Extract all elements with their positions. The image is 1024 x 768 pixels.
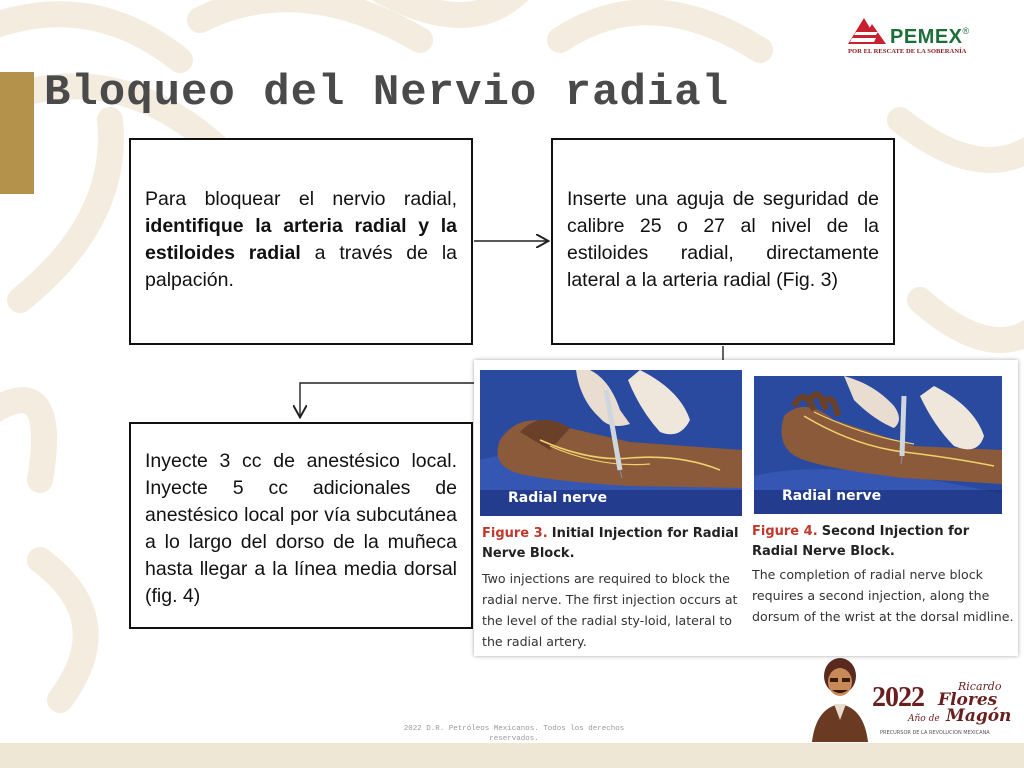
- step-box-identify: [129, 138, 473, 345]
- eagle-logo-icon: [846, 14, 888, 48]
- step1-text-after: a través de la palpación.: [145, 242, 457, 291]
- figure-3-photo-label: Radial nerve: [508, 490, 608, 506]
- step1-text-bold: identifique la arteria radial y la estiloides radial: [145, 215, 457, 264]
- step3-text: Inyecte 3 cc de anestésico local. Inyecte 5 cc adicionales de anestésico local por vía subcutánea a lo largo del dorso de la muñeca hasta llegar a la línea media dorsal (fig. 4): [145, 450, 457, 607]
- figure-3-photo: [480, 370, 742, 516]
- emblem-subtitle: PRECURSOR DE LA REVOLUCIÓN MEXICANA: [880, 730, 990, 736]
- figure-3-title: [482, 524, 744, 564]
- logo-registered-mark: ®: [962, 26, 970, 36]
- figure-4-photo-label: Radial nerve: [782, 488, 882, 504]
- copyright-line-1: 2022 D.R. Petróleos Mexicanos. Todos los derechos: [403, 725, 625, 733]
- copyright-footer: [396, 724, 632, 744]
- step-box-inject: [129, 422, 473, 629]
- figure-3-number: Figure 3.: [482, 526, 548, 541]
- figure-4-number: Figure 4.: [752, 524, 818, 539]
- figure-4-photo: [754, 376, 1002, 514]
- emblem-name-mid: Flores: [938, 690, 998, 710]
- figure-3: [478, 360, 746, 656]
- slide-title: Bloqueo del Nervio radial: [44, 68, 730, 118]
- emblem-name-first: Ricardo: [958, 680, 1002, 693]
- ricardo-flores-magon-emblem: [808, 654, 1012, 744]
- figure-4-heading: Second Injection for Radial Nerve Block.: [752, 524, 970, 559]
- figure-3-heading: Initial Injection for Radial Nerve Block.: [482, 526, 739, 561]
- figure-4-caption: The completion of radial nerve block requires a second injection, along the dorsum of the wrist at the dorsal midline.: [752, 567, 1014, 624]
- figure-3-caption: Two injections are required to block the radial nerve. The first injection occurs at the level of the radial sty-loid, lateral to the radial artery.: [482, 571, 738, 649]
- emblem-name-last: Magón: [946, 706, 1012, 726]
- logo-tagline: POR EL RESCATE DE LA SOBERANÍA: [848, 48, 967, 55]
- copyright-line-2: reservados.: [489, 735, 539, 743]
- figure-4-title: [752, 522, 1014, 562]
- portrait-icon: [808, 654, 872, 742]
- logo-name: PEMEX: [890, 26, 963, 48]
- emblem-year-label: Año de: [908, 714, 940, 724]
- emblem-year: 2022: [872, 682, 924, 713]
- step-box-insert-needle: [551, 138, 895, 345]
- pemex-logo: [846, 10, 996, 60]
- figure-4: [750, 360, 1018, 656]
- step2-text: Inserte una aguja de seguridad de calibre 25 o 27 al nivel de la estiloides radial, directamente lateral a la arteria radial (Fig. 3): [567, 188, 879, 291]
- figures-panel: [474, 360, 1018, 656]
- step1-text-before: Para bloquear el nervio radial,: [145, 188, 457, 210]
